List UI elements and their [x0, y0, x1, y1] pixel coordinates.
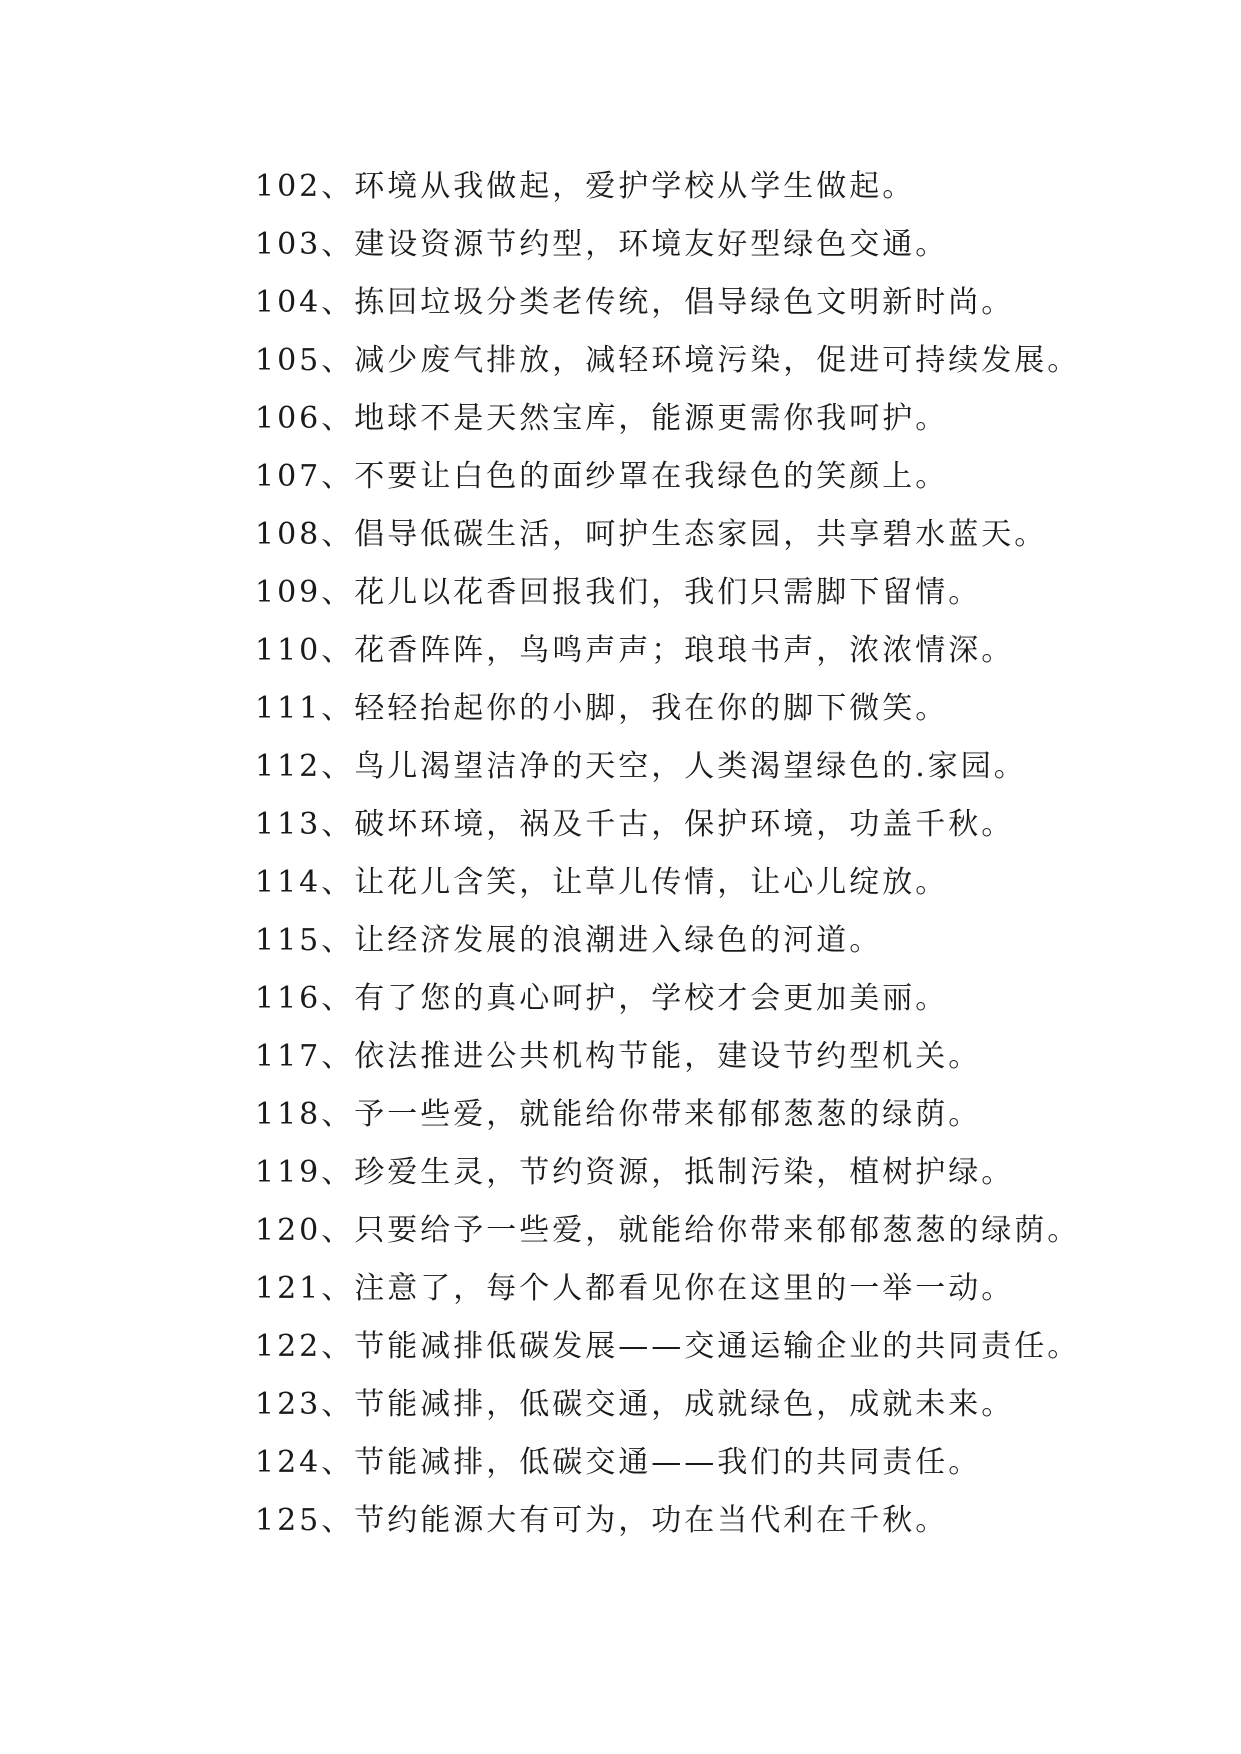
- list-item: 120、只要给予一些爱，就能给你带来郁郁葱葱的绿荫。: [255, 1213, 1081, 1248]
- list-item: 104、拣回垃圾分类老传统，倡导绿色文明新时尚。: [255, 285, 1015, 320]
- list-item: 125、节约能源大有可为，功在当代利在千秋。: [255, 1503, 949, 1538]
- list-item: 106、地球不是天然宝库，能源更需你我呵护。: [255, 401, 949, 436]
- list-item: 117、依法推进公共机构节能，建设节约型机关。: [255, 1039, 982, 1074]
- list-item: 107、不要让白色的面纱罩在我绿色的笑颜上。: [255, 459, 949, 494]
- list-item: 122、节能减排低碳发展——交通运输企业的共同责任。: [255, 1329, 1081, 1364]
- list-item: 116、有了您的真心呵护，学校才会更加美丽。: [255, 981, 949, 1016]
- list-item: 113、破坏环境，祸及千古，保护环境，功盖千秋。: [255, 807, 1015, 842]
- list-item: 102、环境从我做起，爱护学校从学生做起。: [255, 169, 916, 204]
- list-item: 112、鸟儿渴望洁净的天空，人类渴望绿色的.家园。: [255, 749, 1027, 784]
- list-item: 110、花香阵阵，鸟鸣声声；琅琅书声，浓浓情深。: [255, 633, 1015, 668]
- list-item: 115、让经济发展的浪潮进入绿色的河道。: [255, 923, 883, 958]
- list-item: 103、建设资源节约型，环境友好型绿色交通。: [255, 227, 949, 262]
- list-item: 105、减少废气排放，减轻环境污染，促进可持续发展。: [255, 343, 1081, 378]
- list-item: 124、节能减排，低碳交通——我们的共同责任。: [255, 1445, 982, 1480]
- slogan-list: [255, 158, 1155, 1550]
- list-item: 114、让花儿含笑，让草儿传情，让心儿绽放。: [255, 865, 949, 900]
- list-item: 118、予一些爱，就能给你带来郁郁葱葱的绿荫。: [255, 1097, 982, 1132]
- list-item: 109、花儿以花香回报我们，我们只需脚下留情。: [255, 575, 982, 610]
- list-item: 119、珍爱生灵，节约资源，抵制污染，植树护绿。: [255, 1155, 1015, 1190]
- list-item: 121、注意了，每个人都看见你在这里的一举一动。: [255, 1271, 1015, 1306]
- list-item: 108、倡导低碳生活，呵护生态家园，共享碧水蓝天。: [255, 517, 1048, 552]
- list-item: 111、轻轻抬起你的小脚，我在你的脚下微笑。: [255, 691, 949, 726]
- list-item: 123、节能减排，低碳交通，成就绿色，成就未来。: [255, 1387, 1015, 1422]
